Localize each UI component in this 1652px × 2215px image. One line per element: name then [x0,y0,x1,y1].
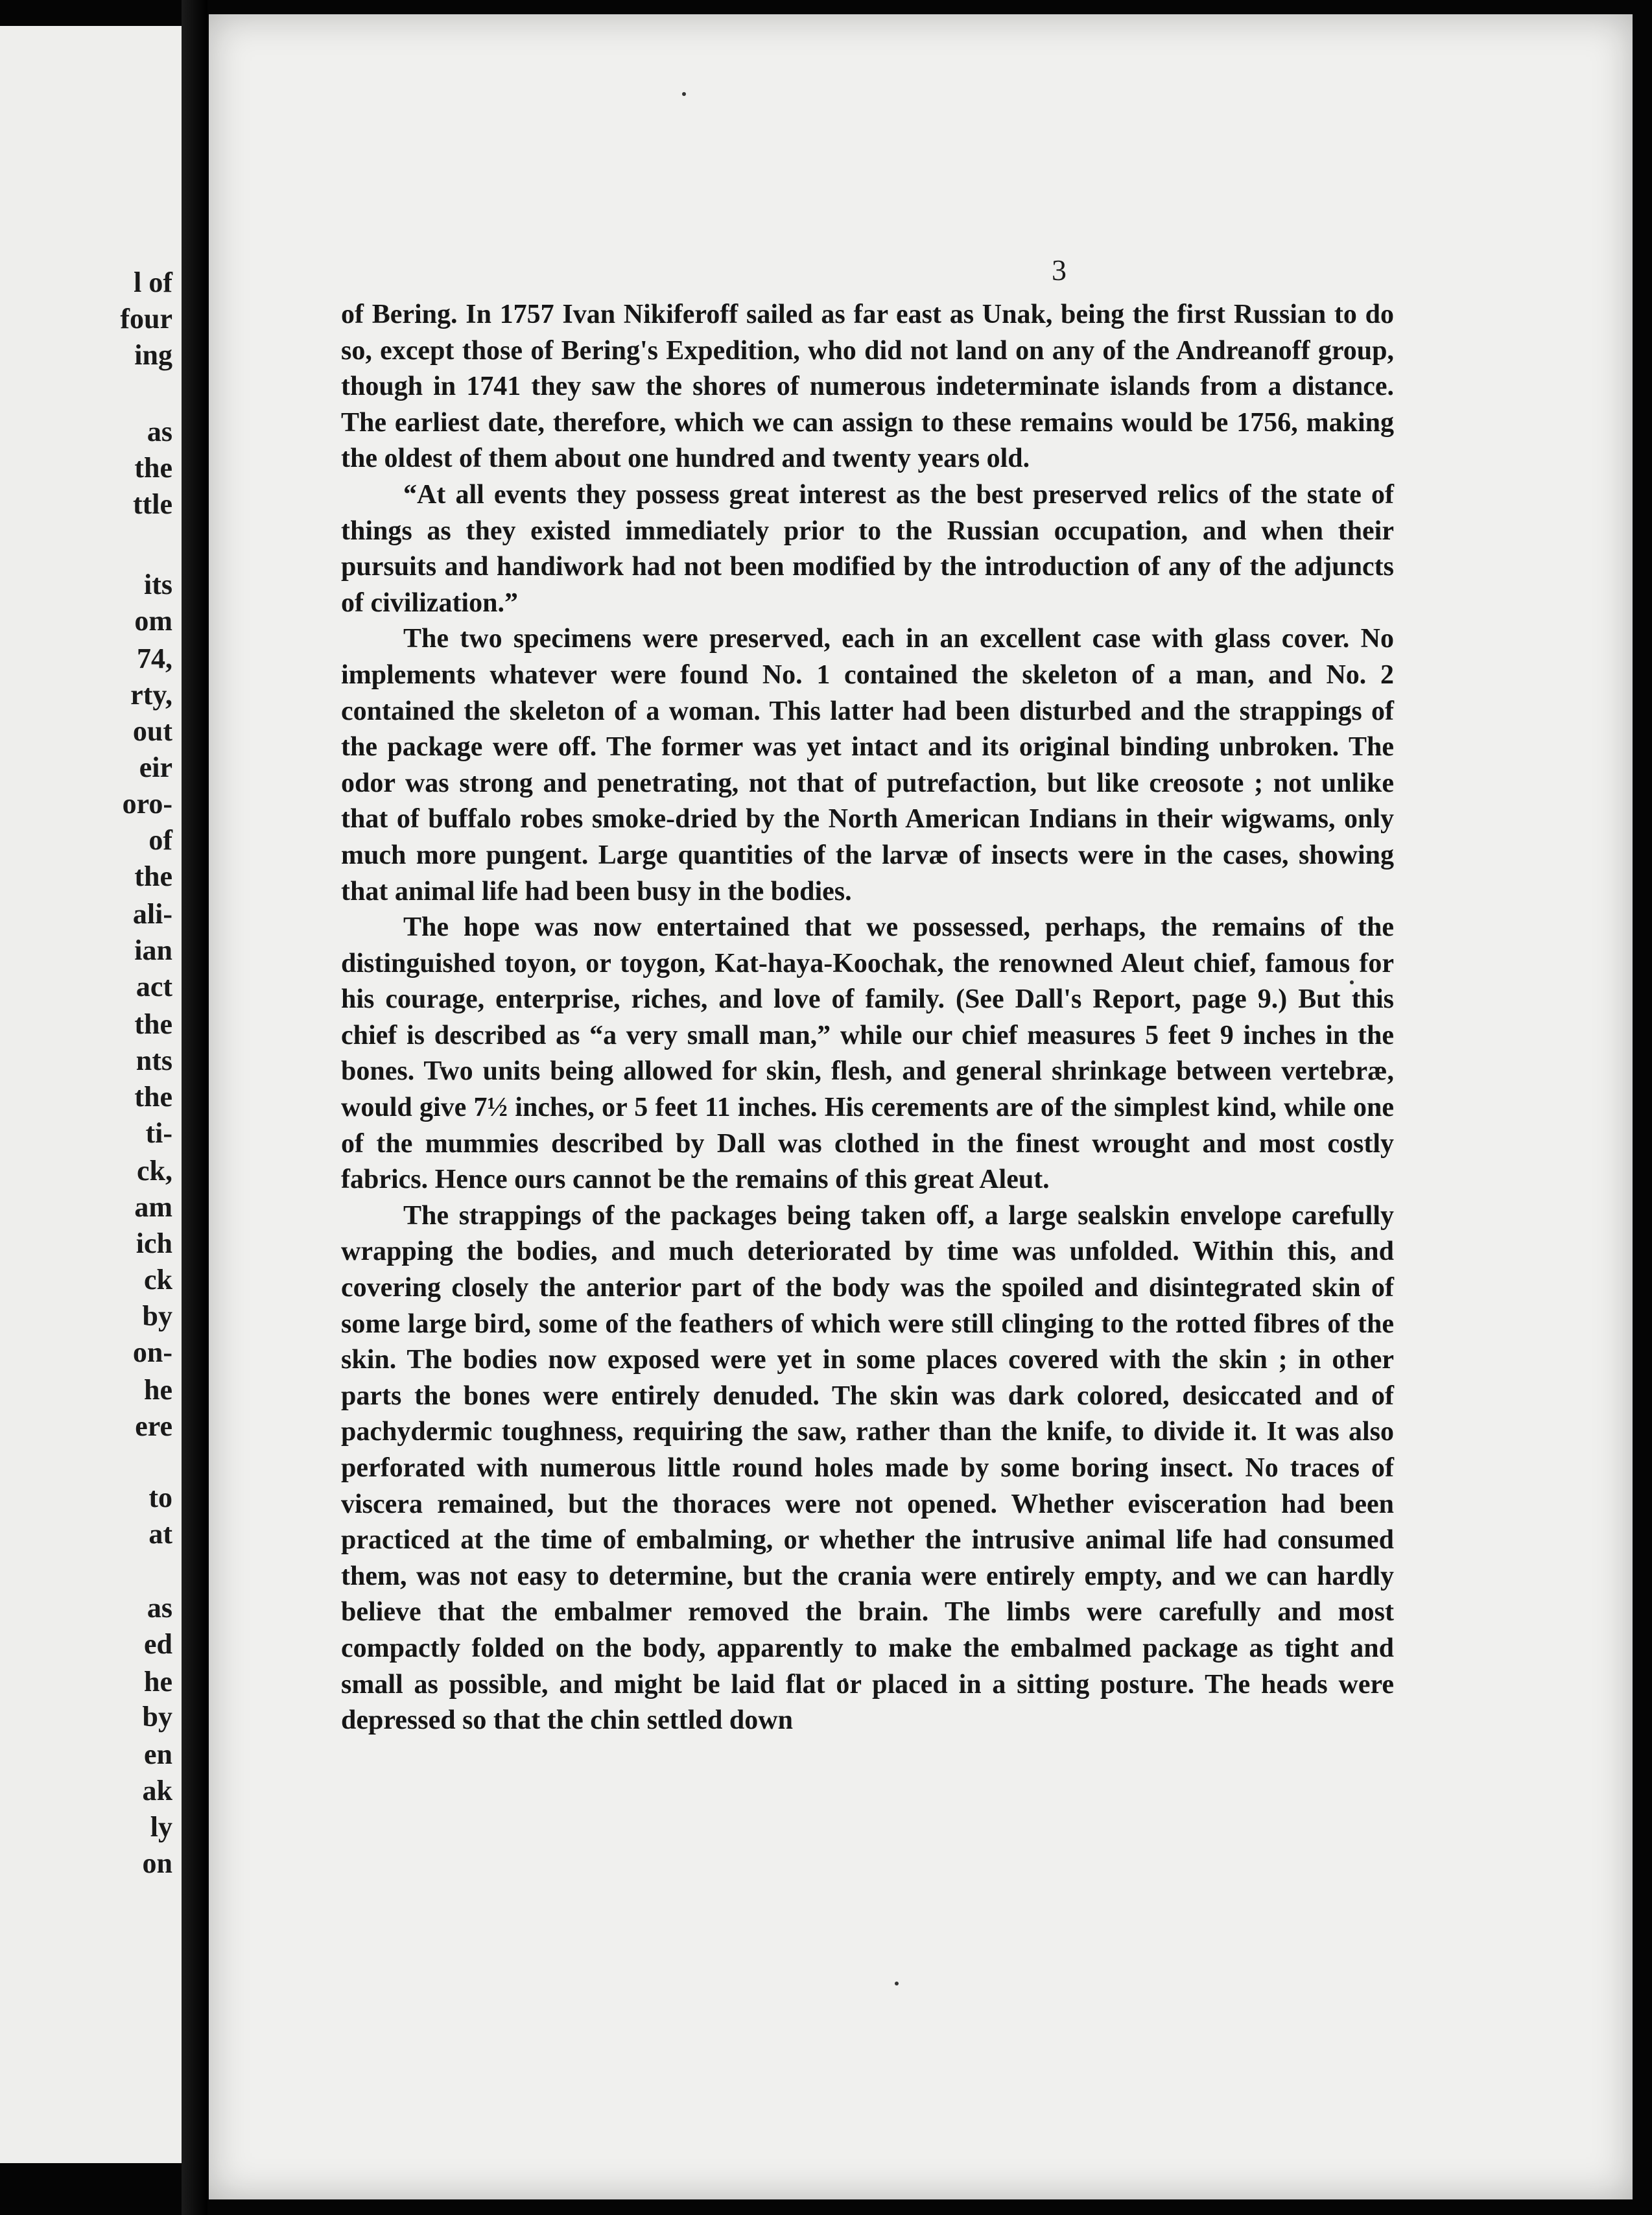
left-page-text-fragment: the [134,1081,172,1113]
left-page-text-fragment: ali- [132,898,172,930]
left-page-text-fragment: of [148,824,172,856]
left-page-text-fragment: 74, [137,643,172,674]
left-page-text-fragment: at [148,1518,172,1550]
left-page-text-fragment: act [136,971,172,1002]
left-page-text-fragment: on- [132,1336,172,1368]
left-page-text-fragment: the [134,452,172,484]
paragraph-2: “At all events they possess great interest as the best preserved relics of the state of things as they existed immediately prior to the Russian occupation, and when their pursuits and handiwork had not been modified by the introduction of any of the adjuncts of civilization.” [341,479,1394,618]
left-page-text-fragment: four [120,303,172,335]
book-gutter [182,0,207,2215]
left-page-text-fragment: ck [144,1264,172,1296]
left-page-text-fragment: ttle [132,488,172,520]
left-page-text-fragment: ian [134,934,172,966]
left-page-text-fragment: ing [134,339,172,371]
left-page-text-fragment: oro- [122,788,172,820]
left-page-text-fragment: as [147,416,172,447]
left-page-text-fragment: its [144,569,172,600]
left-page-text-fragment: by [142,1701,172,1733]
left-page-text-fragment: ak [142,1775,172,1806]
left-page-text-fragment: on [142,1847,172,1879]
left-page-text-fragment: om [134,605,172,637]
paragraph-5: The strappings of the packages being taken off, a large sealskin envelope carefully wrapping the bodies, and much deteriorated by time was unfolded. Within this, and covering closely the anterior part of the body was the spoiled and disintegrated skin of some large bird, some of the feathers of which were still clinging to the rotted fibres of the skin. The bodies now exposed were yet in some places covered with the skin ; in other parts the bones were entirely denuded. The skin was dark colored, desiccated and of pachydermic toughness, requiring the saw, rather than the knife, to divide it. It was also perforated with numerous little round holes made by some boring insect. No traces of viscera remained, but the thoraces were not opened. Whether evisceration had been practiced at the time of embalming, or whether the intrusive animal life had consumed them, was not easy to determine, but the crania were entirely empty, and we can hardly believe that the embalmer removed the brain. The limbs were carefully and most compactly folded on the body, apparently to make the embalmed package as tight and small as possible, and might be laid flat or placed in a sitting posture. The heads were depressed so that the chin settled down [341,1200,1394,1736]
left-page-text-fragment: ly [150,1811,172,1843]
left-page-text-fragment: ck, [137,1155,172,1187]
left-page-text-fragment: he [144,1374,172,1406]
paragraph-3: The two specimens were preserved, each in an excellent case with glass cover. No implements whatever were found No. 1 contained the skeleton of a man, and No. 2 contained the skeleton of a woman. This latter had been disturbed and the strappings of the package were off. The former was yet intact and its original binding unbroken. The odor was strong and penetrating, not that of putrefaction, but like creosote ; not unlike that of buffalo robes smoke-dried by the North American Indians in their wigwams, only much more pungent. Large quantities of the larvæ of insects were in the cases, showing that animal life had been busy in the bodies. [341,624,1394,906]
left-page-text-fragment: nts [136,1045,172,1076]
left-page-text-fragment: out [132,715,172,747]
left-page-text-fragment: l of [134,267,172,298]
left-page-text-fragment: rty, [130,679,172,711]
paper-speck [682,92,686,96]
left-page-fragment [0,26,182,2163]
left-page-text-fragment: the [134,860,172,892]
left-page-text-fragment: ich [136,1227,172,1259]
left-page-text-fragment: by [142,1300,172,1332]
paragraph-1: of Bering. In 1757 Ivan Nikiferoff sailed as far east as Unak, being the first Russian to do so, except those of Bering's Expedition, who did not land on any of the Andreanoff group, though in 1741 they saw the shores of numerous indeterminate islands from a distance. The earliest date, therefore, which we can assign to these remains would be 1756, making the oldest of them about one hundred and twenty years old. [341,300,1394,474]
left-page-text-fragment: ere [135,1410,172,1442]
left-page-text-fragment: to [148,1482,172,1513]
left-page-text-fragment: ed [144,1628,172,1660]
left-page-text-fragment: the [134,1008,172,1040]
paragraph-4: The hope was now entertained that we possessed, perhaps, the remains of the distinguished toyon, or toygon, Kat-haya-Koochak, the renowned Aleut chief, famous for his courage, enterprise, riches, and love of family. (See Dall's Report, page 9.) But this chief is described as “a very small man,” while our chief measures 5 feet 9 inches in the bones. Two units being allowed for skin, flesh, and general shrinkage between vertebræ, would give 7½ inches, or 5 feet 11 inches. His cerements are of the simplest kind, while one of the mummies described by Dall was clothed in the finest wrought and most costly fabrics. Hence ours cannot be the remains of this great Aleut. [341,912,1394,1195]
left-page-text-fragment: ti- [145,1117,172,1149]
left-page-text-fragment: he [144,1666,172,1698]
paper-speck [895,1982,899,1985]
left-page-text-fragment: en [144,1738,172,1770]
body-text [341,297,1394,1739]
left-page-text-fragment: am [134,1191,172,1223]
left-page-text-fragment: eir [139,752,172,783]
left-page-text-fragment: as [147,1592,172,1624]
page-number: 3 [1052,254,1067,287]
